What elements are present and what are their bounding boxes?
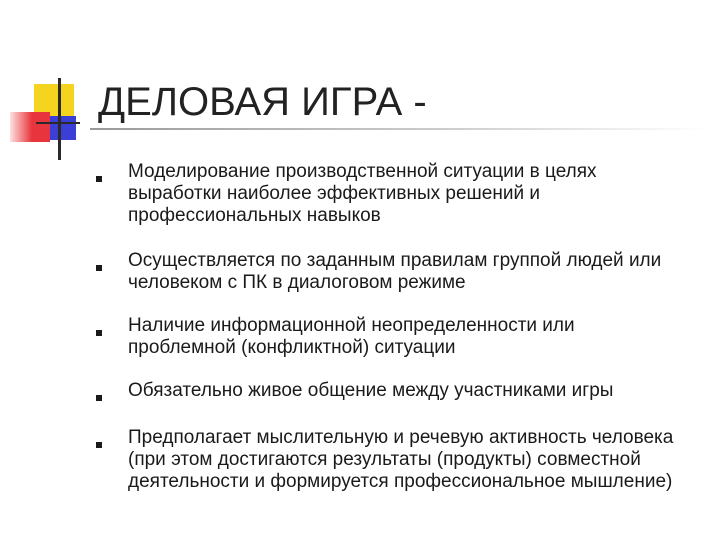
list-item-text: Осуществляется по заданным правилам группой людей или человеком с ПК в диалоговом режиме (128, 250, 662, 293)
list-item-text: Предполагает мыслительную и речевую активность человека (при этом достигаются результаты (продукты) совместной деятельности и формируется профессиональное мышление) (128, 427, 674, 492)
list-item-text: Наличие информационной неопределенности или проблемной (конфликтной) ситуации (128, 315, 575, 358)
list-item-text: Моделирование производственной ситуации в целях выработки наиболее эффективных решений и профессиональных навыков (128, 161, 597, 226)
square-bullet-icon (96, 395, 102, 401)
square-bullet-icon (96, 265, 102, 271)
square-bullet-icon (96, 330, 102, 336)
logo-vertical-line (58, 78, 61, 160)
title-divider (90, 128, 710, 130)
slide-title: ДЕЛОВАЯ ИГРА - (98, 80, 427, 124)
square-bullet-icon (96, 176, 102, 182)
list-item-text: Обязательно живое общение между участниками игры (128, 380, 614, 401)
logo-horizontal-line (36, 122, 80, 124)
logo-red-bar (10, 112, 50, 142)
square-bullet-icon (96, 442, 102, 448)
logo-blue-square (50, 116, 76, 140)
